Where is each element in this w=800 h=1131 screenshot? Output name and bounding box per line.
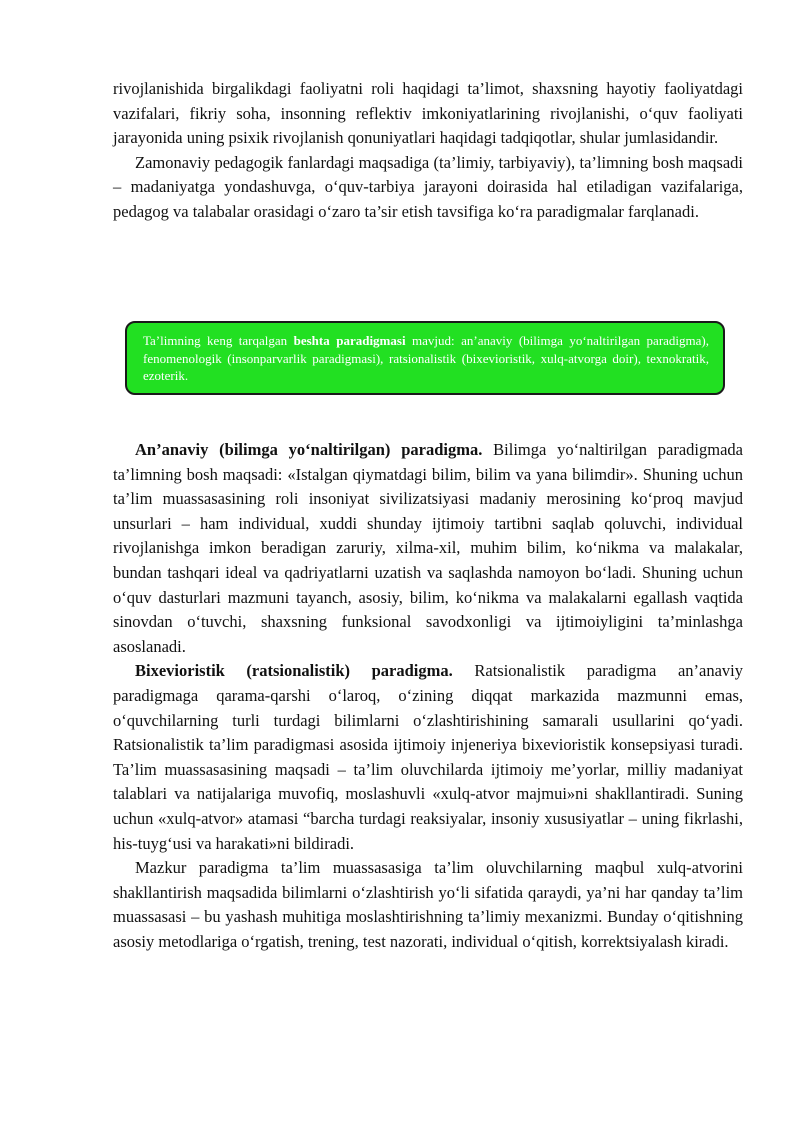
section-heading: Bixevioristik (ratsionalistik) paradigma. [135, 661, 453, 681]
section-behaviorist-paradigm [113, 659, 743, 856]
intro-text [113, 77, 743, 225]
section-body: Bilimga yo‘naltirilgan paradigmada ta’limning bosh maqsadi: «Istalgan qiymatdagi bilim, bilim va yana bilimdir». Shuning uchun ta’lim muassasasining roli insoniyat sivilizatsiyasi madaniy merosining ko‘proq mavjud unsurlari – ham individual, xuddi shunday ijtimoiy tartibni saqlab qoluvchi, individual rivojlanishga imkon beradigan zaruriy, xilma-xil, muhim bilim, ko‘nikma va malakalar, bundan tashqari ideal va qadriyatlarni uzatish va saqlashda namoyon bo‘ladi. Shuning uchun o‘quv dasturlari mazmuni tayanch, asosiy, bilim, ko‘nikma va malakalarni egallash vaqtida sinovdan o‘tuvchi, shaxsning funksional savodxonligi va ijtimoiyligini ta’minlashga asoslanadi. [113, 440, 743, 656]
callout-text-before: Ta’limning keng tarqalgan [143, 333, 294, 348]
callout-text-after: mavjud: an’anaviy (bilimga yo‘naltirilgan paradigma), fenomenologik (insonparvarlik paradigmasi), ratsionalistik (bixevioristik, xulq-atvorga doir), texnokratik, ezoterik. [143, 333, 709, 383]
section-heading: An’anaviy (bilimga yo‘naltirilgan) paradigma. [135, 440, 483, 459]
paragraph-final: Mazkur paradigma ta’lim muassasasiga ta’lim oluvchilarning maqbul xulq-atvorini shakllantirish maqsadida bilimlarni o‘zlashtirish yo‘li sifatida qaraydi, ya’ni har qanday ta’lim muassasasi – bu yashash muhitiga moslashtirishning ta’limiy mexanizmi. Bunday o‘qitishning asosiy metodlariga o‘rgatish, trening, test nazorati, individual o‘qitish, korrektsiyalash kiradi. [113, 858, 743, 951]
paragraph-paradigm-distinction: Zamonaviy pedagogik fanlardagi maqsadiga (ta’limiy, tarbiyaviy), ta’limning bosh maqsadi – madaniyatga yondashuvga, o‘quv-tarbiya jarayoni doirasida hal etiladigan vazifalariga, pedagog va talabalar orasidagi o‘zaro ta’sir etish tavsifiga ko‘ra paradigmalar farqlanadi. [113, 152, 743, 221]
paradigms-callout-box [125, 321, 725, 395]
section-body: Ratsionalistik paradigma an’anaviy paradigmaga qarama-qarshi o‘laroq, o‘zining diqqat markazida mazmunni emas, o‘quvchilarning turli turdagi bilimlarni o‘zlashtirishining samarali usullarini qo‘yadi. Ratsionalistik ta’lim paradigmasi asosida ijtimoiy injeneriya bixevioristik konsepsiyasi turadi. Ta’lim muassasasining maqsadi – ta’lim oluvchilarda ijtimoiy me’yorlar, milliy madaniyat talablari va natijalariga muvofiq, moslashuvli «xulq-atvor majmui»ni shakllantiradi. Suning uchun «xulq-atvor» atamasi “barcha turdagi reaksiyalar, insoniy xususiyatlar – uning fikrlashi, his-tuyg‘usi va harakati»ni bildiradi. [113, 661, 744, 853]
callout-bold-text: beshta paradigmasi [293, 333, 406, 348]
paragraph-continuation: rivojlanishida birgalikdagi faoliyatni roli haqidagi ta’limot, shaxsning hayotiy faoliyatdagi vazifalari, fikriy soha, insonning reflektiv imkoniyatlarining rivojlanishi, o‘quv faoliyati jarayonida uning psixik rivojlanish qonuniyatlari haqidagi tadqiqotlar, shular jumlasidandir. [113, 79, 743, 148]
section-traditional-paradigm [113, 438, 743, 659]
main-text [113, 438, 743, 954]
